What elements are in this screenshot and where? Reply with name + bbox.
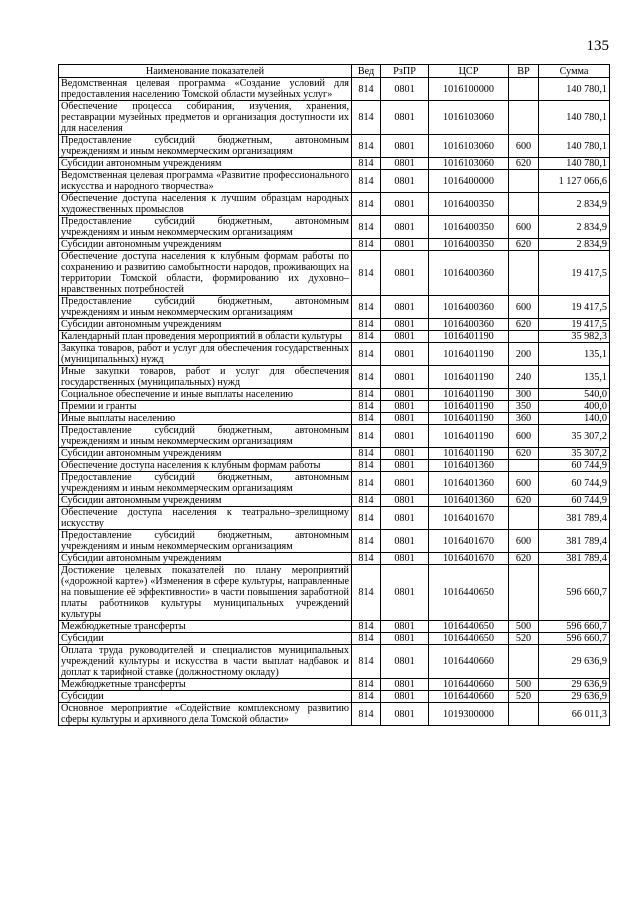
table-row <box>59 158 610 170</box>
cell-csr: 1016400360 <box>429 319 509 331</box>
cell-ved: 814 <box>352 401 381 413</box>
table-row <box>59 460 610 472</box>
cell-rzpr: 0801 <box>381 296 429 319</box>
cell-sum: 19 417,5 <box>539 319 610 331</box>
table-row <box>59 530 610 553</box>
cell-name: Основное мероприятие «Содействие комплексному развитию сферы культуры и архивного дела Томской области» <box>59 703 352 726</box>
cell-csr: 1016103060 <box>429 101 509 135</box>
cell-name: Субсидии автономным учреждениям <box>59 553 352 565</box>
cell-ved: 814 <box>352 691 381 703</box>
cell-ved: 814 <box>352 633 381 645</box>
cell-sum: 1 127 066,6 <box>539 170 610 193</box>
cell-ved: 814 <box>352 389 381 401</box>
cell-name: Обеспечение доступа населения к клубным формам работы по сохранению и развитию самобытности народов, проживающих на территории Томской области, формированию их духовно–нравственных потребностей <box>59 251 352 296</box>
table-row <box>59 101 610 135</box>
cell-ved: 814 <box>352 448 381 460</box>
cell-vr <box>509 645 539 679</box>
header-csr: ЦСР <box>429 65 509 78</box>
cell-rzpr: 0801 <box>381 472 429 495</box>
table-row <box>59 251 610 296</box>
cell-rzpr: 0801 <box>381 495 429 507</box>
cell-csr: 1016401190 <box>429 366 509 389</box>
cell-rzpr: 0801 <box>381 460 429 472</box>
cell-ved: 814 <box>352 565 381 621</box>
cell-vr: 600 <box>509 296 539 319</box>
cell-ved: 814 <box>352 101 381 135</box>
cell-sum: 29 636,9 <box>539 679 610 691</box>
cell-name: Закупка товаров, работ и услуг для обеспечения государственных (муниципальных) нужд <box>59 343 352 366</box>
cell-vr: 620 <box>509 158 539 170</box>
cell-name: Субсидии автономным учреждениям <box>59 319 352 331</box>
table-row <box>59 679 610 691</box>
cell-csr: 1016103060 <box>429 158 509 170</box>
cell-vr: 600 <box>509 216 539 239</box>
cell-name: Субсидии автономным учреждениям <box>59 448 352 460</box>
cell-csr: 1016440650 <box>429 621 509 633</box>
cell-sum: 19 417,5 <box>539 296 610 319</box>
cell-vr: 620 <box>509 553 539 565</box>
cell-rzpr: 0801 <box>381 366 429 389</box>
cell-sum: 66 011,3 <box>539 703 610 726</box>
cell-sum: 140 780,1 <box>539 78 610 101</box>
cell-sum: 19 417,5 <box>539 251 610 296</box>
cell-csr: 1016401670 <box>429 553 509 565</box>
header-sum: Сумма <box>539 65 610 78</box>
cell-rzpr: 0801 <box>381 101 429 135</box>
cell-sum: 596 660,7 <box>539 633 610 645</box>
cell-vr: 600 <box>509 472 539 495</box>
cell-ved: 814 <box>352 413 381 425</box>
cell-name: Предоставление субсидий бюджетным, автономным учреждениям и иным некоммерческим организациям <box>59 472 352 495</box>
cell-sum: 140,0 <box>539 413 610 425</box>
cell-sum: 60 744,9 <box>539 460 610 472</box>
cell-name: Обеспечение доступа населения к театрально–зрелищному искусству <box>59 507 352 530</box>
cell-rzpr: 0801 <box>381 401 429 413</box>
cell-rzpr: 0801 <box>381 343 429 366</box>
cell-rzpr: 0801 <box>381 193 429 216</box>
cell-vr <box>509 331 539 343</box>
header-rzpr: РзПР <box>381 65 429 78</box>
table-row <box>59 621 610 633</box>
cell-sum: 381 789,4 <box>539 530 610 553</box>
cell-csr: 1016401670 <box>429 507 509 530</box>
cell-vr: 500 <box>509 679 539 691</box>
cell-rzpr: 0801 <box>381 319 429 331</box>
cell-sum: 35 307,2 <box>539 425 610 448</box>
cell-sum: 2 834,9 <box>539 216 610 239</box>
cell-name: Ведомственная целевая программа «Создание условий для предоставления населению Томской области музейных услуг» <box>59 78 352 101</box>
cell-sum: 2 834,9 <box>539 193 610 216</box>
cell-name: Обеспечение доступа населения к клубным формам работы <box>59 460 352 472</box>
cell-rzpr: 0801 <box>381 553 429 565</box>
header-row <box>59 65 610 78</box>
cell-name: Иные закупки товаров, работ и услуг для обеспечения государственных (муниципальных) нужд <box>59 366 352 389</box>
cell-csr: 1016440650 <box>429 633 509 645</box>
cell-vr <box>509 703 539 726</box>
cell-sum: 400,0 <box>539 401 610 413</box>
cell-sum: 29 636,9 <box>539 691 610 703</box>
cell-ved: 814 <box>352 507 381 530</box>
cell-vr: 620 <box>509 495 539 507</box>
cell-rzpr: 0801 <box>381 135 429 158</box>
cell-vr: 350 <box>509 401 539 413</box>
cell-name: Межбюджетные трансферты <box>59 621 352 633</box>
cell-ved: 814 <box>352 216 381 239</box>
cell-rzpr: 0801 <box>381 448 429 460</box>
table-row <box>59 691 610 703</box>
budget-table <box>58 64 610 726</box>
table-row <box>59 170 610 193</box>
cell-rzpr: 0801 <box>381 78 429 101</box>
cell-ved: 814 <box>352 170 381 193</box>
cell-rzpr: 0801 <box>381 565 429 621</box>
cell-name: Субсидии автономным учреждениям <box>59 495 352 507</box>
cell-rzpr: 0801 <box>381 679 429 691</box>
table-row <box>59 448 610 460</box>
table-row <box>59 507 610 530</box>
cell-ved: 814 <box>352 193 381 216</box>
cell-sum: 135,1 <box>539 343 610 366</box>
cell-csr: 1016100000 <box>429 78 509 101</box>
cell-vr <box>509 193 539 216</box>
cell-ved: 814 <box>352 239 381 251</box>
table-header <box>59 65 610 78</box>
cell-ved: 814 <box>352 553 381 565</box>
cell-name: Предоставление субсидий бюджетным, автономным учреждениям и иным некоммерческим организациям <box>59 216 352 239</box>
cell-sum: 35 982,3 <box>539 331 610 343</box>
cell-csr: 1016401360 <box>429 472 509 495</box>
cell-vr <box>509 101 539 135</box>
cell-sum: 140 780,1 <box>539 135 610 158</box>
cell-ved: 814 <box>352 78 381 101</box>
table-row <box>59 472 610 495</box>
table-row <box>59 495 610 507</box>
cell-sum: 60 744,9 <box>539 495 610 507</box>
cell-name: Оплата труда руководителей и специалистов муниципальных учреждений культуры и искусства в части выплат надбавок и доплат к тарифной ставке (должностному окладу) <box>59 645 352 679</box>
header-vr: ВР <box>509 65 539 78</box>
cell-name: Предоставление субсидий бюджетным, автономным учреждениям и иным некоммерческим организациям <box>59 425 352 448</box>
cell-vr <box>509 170 539 193</box>
cell-ved: 814 <box>352 460 381 472</box>
cell-name: Календарный план проведения мероприятий в области культуры <box>59 331 352 343</box>
cell-sum: 2 834,9 <box>539 239 610 251</box>
cell-vr <box>509 507 539 530</box>
cell-ved: 814 <box>352 621 381 633</box>
cell-ved: 814 <box>352 366 381 389</box>
cell-rzpr: 0801 <box>381 251 429 296</box>
cell-vr <box>509 565 539 621</box>
cell-vr: 600 <box>509 135 539 158</box>
cell-vr: 240 <box>509 366 539 389</box>
cell-csr: 1016401190 <box>429 331 509 343</box>
table-row <box>59 703 610 726</box>
cell-vr: 520 <box>509 633 539 645</box>
page-number: 135 <box>586 38 609 54</box>
cell-name: Субсидии автономным учреждениям <box>59 239 352 251</box>
cell-csr: 1016400360 <box>429 296 509 319</box>
cell-rzpr: 0801 <box>381 239 429 251</box>
cell-sum: 381 789,4 <box>539 507 610 530</box>
cell-name: Предоставление субсидий бюджетным, автономным учреждениям и иным некоммерческим организациям <box>59 296 352 319</box>
cell-csr: 1016440660 <box>429 645 509 679</box>
cell-sum: 135,1 <box>539 366 610 389</box>
cell-rzpr: 0801 <box>381 703 429 726</box>
cell-name: Предоставление субсидий бюджетным, автономным учреждениям и иным некоммерческим организациям <box>59 530 352 553</box>
cell-sum: 596 660,7 <box>539 565 610 621</box>
cell-name: Обеспечение процесса собирания, изучения, хранения, реставрации музейных предметов и организация доступности их для населения <box>59 101 352 135</box>
cell-sum: 540,0 <box>539 389 610 401</box>
cell-rzpr: 0801 <box>381 216 429 239</box>
cell-rzpr: 0801 <box>381 425 429 448</box>
cell-ved: 814 <box>352 331 381 343</box>
cell-name: Субсидии автономным учреждениям <box>59 158 352 170</box>
cell-name: Социальное обеспечение и иные выплаты населению <box>59 389 352 401</box>
cell-ved: 814 <box>352 530 381 553</box>
cell-vr: 620 <box>509 448 539 460</box>
cell-csr: 1016440660 <box>429 691 509 703</box>
cell-ved: 814 <box>352 319 381 331</box>
cell-csr: 1016400000 <box>429 170 509 193</box>
table-row <box>59 425 610 448</box>
cell-rzpr: 0801 <box>381 507 429 530</box>
cell-csr: 1016401190 <box>429 401 509 413</box>
cell-rzpr: 0801 <box>381 389 429 401</box>
cell-vr <box>509 251 539 296</box>
table-row <box>59 401 610 413</box>
table-row <box>59 78 610 101</box>
table-row <box>59 366 610 389</box>
cell-csr: 1016401190 <box>429 343 509 366</box>
cell-rzpr: 0801 <box>381 158 429 170</box>
cell-csr: 1019300000 <box>429 703 509 726</box>
cell-sum: 29 636,9 <box>539 645 610 679</box>
cell-csr: 1016401670 <box>429 530 509 553</box>
cell-ved: 814 <box>352 703 381 726</box>
cell-sum: 35 307,2 <box>539 448 610 460</box>
cell-sum: 381 789,4 <box>539 553 610 565</box>
header-ved: Вед <box>352 65 381 78</box>
cell-sum: 596 660,7 <box>539 621 610 633</box>
cell-rzpr: 0801 <box>381 691 429 703</box>
cell-vr: 600 <box>509 425 539 448</box>
cell-name: Иные выплаты населению <box>59 413 352 425</box>
table-row <box>59 193 610 216</box>
cell-ved: 814 <box>352 425 381 448</box>
cell-vr <box>509 78 539 101</box>
cell-csr: 1016440660 <box>429 679 509 691</box>
table-row <box>59 331 610 343</box>
cell-ved: 814 <box>352 251 381 296</box>
cell-vr <box>509 460 539 472</box>
cell-ved: 814 <box>352 495 381 507</box>
cell-name: Премии и гранты <box>59 401 352 413</box>
cell-csr: 1016400350 <box>429 193 509 216</box>
cell-vr: 620 <box>509 319 539 331</box>
cell-csr: 1016401190 <box>429 448 509 460</box>
cell-rzpr: 0801 <box>381 530 429 553</box>
table-row <box>59 565 610 621</box>
cell-ved: 814 <box>352 296 381 319</box>
cell-csr: 1016401190 <box>429 389 509 401</box>
cell-rzpr: 0801 <box>381 621 429 633</box>
table-row <box>59 216 610 239</box>
cell-csr: 1016401360 <box>429 460 509 472</box>
cell-vr: 200 <box>509 343 539 366</box>
table-row <box>59 319 610 331</box>
cell-rzpr: 0801 <box>381 645 429 679</box>
cell-vr: 500 <box>509 621 539 633</box>
cell-name: Субсидии <box>59 691 352 703</box>
cell-vr: 620 <box>509 239 539 251</box>
cell-csr: 1016401190 <box>429 425 509 448</box>
cell-name: Субсидии <box>59 633 352 645</box>
table-row <box>59 389 610 401</box>
cell-vr: 520 <box>509 691 539 703</box>
cell-name: Достижение целевых показателей по плану мероприятий («дорожной карте») «Изменения в сфере культуры, направленные на повышение её эффективности» в части повышения заработной платы работников культуры муниципальных учреждений культуры <box>59 565 352 621</box>
table-row <box>59 239 610 251</box>
header-name: Наименование показателей <box>59 65 352 78</box>
cell-name: Ведомственная целевая программа «Развитие профессионального искусства и народного творчества» <box>59 170 352 193</box>
cell-vr: 600 <box>509 530 539 553</box>
cell-name: Предоставление субсидий бюджетным, автономным учреждениям и иным некоммерческим организациям <box>59 135 352 158</box>
cell-rzpr: 0801 <box>381 633 429 645</box>
table-row <box>59 343 610 366</box>
cell-name: Обеспечение доступа населения к лучшим образцам народных художественных промыслов <box>59 193 352 216</box>
cell-csr: 1016401360 <box>429 495 509 507</box>
cell-sum: 140 780,1 <box>539 158 610 170</box>
table-row <box>59 645 610 679</box>
cell-ved: 814 <box>352 135 381 158</box>
cell-csr: 1016401190 <box>429 413 509 425</box>
cell-sum: 60 744,9 <box>539 472 610 495</box>
cell-ved: 814 <box>352 472 381 495</box>
cell-vr: 360 <box>509 413 539 425</box>
cell-csr: 1016103060 <box>429 135 509 158</box>
cell-sum: 140 780,1 <box>539 101 610 135</box>
cell-ved: 814 <box>352 679 381 691</box>
cell-csr: 1016400360 <box>429 251 509 296</box>
cell-name: Межбюджетные трансферты <box>59 679 352 691</box>
table-body <box>59 78 610 726</box>
cell-ved: 814 <box>352 645 381 679</box>
table-row <box>59 553 610 565</box>
cell-csr: 1016400350 <box>429 239 509 251</box>
table-row <box>59 296 610 319</box>
table-row <box>59 633 610 645</box>
cell-rzpr: 0801 <box>381 331 429 343</box>
table-row <box>59 413 610 425</box>
cell-csr: 1016400350 <box>429 216 509 239</box>
cell-rzpr: 0801 <box>381 413 429 425</box>
cell-ved: 814 <box>352 158 381 170</box>
cell-vr: 300 <box>509 389 539 401</box>
table-row <box>59 135 610 158</box>
cell-csr: 1016440650 <box>429 565 509 621</box>
cell-ved: 814 <box>352 343 381 366</box>
cell-rzpr: 0801 <box>381 170 429 193</box>
